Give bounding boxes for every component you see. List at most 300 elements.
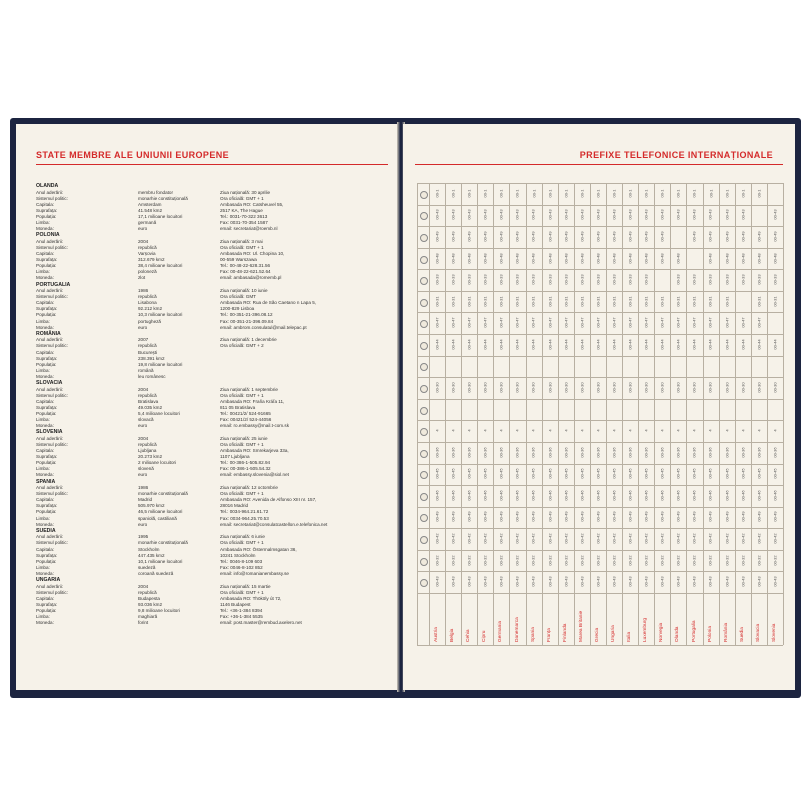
prefix-cell xyxy=(461,576,477,587)
grid-line xyxy=(417,528,783,529)
prefix-cell xyxy=(510,468,526,479)
prefix-cell xyxy=(510,363,526,368)
info-value: 2004 xyxy=(138,583,149,589)
prefix-value: 00-1 xyxy=(579,189,585,198)
prefix-cell xyxy=(719,428,735,433)
prefix-value: 00-32 xyxy=(627,555,633,566)
grid-line xyxy=(417,377,783,378)
prefix-value: 00-44 xyxy=(579,339,585,350)
info-extra: Fax: 0034-964.25.70.53 xyxy=(220,515,269,521)
prefix-cell xyxy=(654,490,670,501)
prefix-value: 00-49 xyxy=(547,231,553,242)
prefix-cell xyxy=(751,490,767,501)
prefix-cell xyxy=(622,533,638,544)
info-extra: Ora oficială: GMT + 1 xyxy=(220,589,264,595)
info-label: Populația: xyxy=(36,263,57,269)
prefix-cell xyxy=(767,252,783,264)
prefix-cell xyxy=(461,382,477,393)
prefix-cell xyxy=(670,363,686,368)
grid-line xyxy=(445,183,446,645)
prefix-value: 00-49 xyxy=(691,511,697,523)
prefix-cell xyxy=(542,191,558,196)
prefix-value: 00-33 xyxy=(595,274,601,285)
prefix-value: 4 xyxy=(772,429,778,432)
prefix-cell xyxy=(510,428,526,433)
prefix-value: 00-47 xyxy=(547,317,553,328)
prefix-value: 00-42 xyxy=(563,533,569,544)
grid-line xyxy=(417,507,783,508)
info-label: Anul aderării: xyxy=(36,583,64,589)
prefix-cell xyxy=(638,209,654,220)
prefix-value: 00-49 xyxy=(579,231,585,242)
info-extra: email: info@romanianembassy.se xyxy=(220,570,289,576)
prefix-value: 00-49 xyxy=(611,231,617,242)
prefix-cell xyxy=(622,339,638,350)
prefix-cell xyxy=(574,468,590,479)
prefix-cell xyxy=(767,339,783,350)
prefix-cell xyxy=(670,447,686,458)
prefix-value: 00-46 xyxy=(740,490,746,501)
prefix-cell xyxy=(670,274,686,285)
prefix-value: 00-42 xyxy=(691,533,697,544)
prefix-cell xyxy=(429,209,445,220)
prefix-cell xyxy=(638,407,654,412)
country-column-label: Franța xyxy=(546,628,552,642)
prefix-value: 00-42 xyxy=(482,533,488,544)
prefix-cell xyxy=(493,339,509,350)
prefix-value: 00-44 xyxy=(756,339,762,350)
prefix-value: 00-49 xyxy=(466,231,472,242)
prefix-value: 00-43 xyxy=(595,209,601,220)
prefix-cell xyxy=(751,533,767,544)
prefix-value: 00-33 xyxy=(579,274,585,285)
info-value: 2004 xyxy=(138,435,149,441)
prefix-cell xyxy=(719,511,735,523)
prefix-value: 00-44 xyxy=(482,339,488,350)
prefix-cell xyxy=(670,407,686,412)
prefix-cell xyxy=(687,274,703,285)
info-label: Suprafața: xyxy=(36,207,58,213)
prefix-value: 00-36 xyxy=(643,447,649,458)
info-extra: Ambasada RO: Rua de São Caetano n Lapa 5, xyxy=(220,300,317,306)
info-label: Sistemul politic: xyxy=(36,589,68,595)
prefix-value: 00-45 xyxy=(756,468,762,479)
info-extra: Ziua națională: 12 octombrie xyxy=(220,485,278,491)
prefix-value: 00-36 xyxy=(466,447,472,458)
prefix-cell xyxy=(461,209,477,220)
prefix-cell xyxy=(606,317,622,328)
prefix-value: 00-46 xyxy=(643,490,649,501)
info-extra: 00-559 Warszawa xyxy=(220,257,257,263)
prefix-cell xyxy=(493,296,509,307)
prefix-value: 00-49 xyxy=(531,511,537,523)
info-value: republică xyxy=(138,441,157,447)
info-label: Sistemul politic: xyxy=(36,441,68,447)
prefix-cell xyxy=(719,382,735,393)
info-label: Populația: xyxy=(36,460,57,466)
prefix-value: 00-44 xyxy=(675,339,681,350)
prefix-value: 00-46 xyxy=(675,490,681,501)
country-block xyxy=(36,331,388,380)
country-info-row xyxy=(36,226,388,232)
prefix-cell xyxy=(719,490,735,501)
prefix-cell xyxy=(429,533,445,544)
prefix-value: 00-49 xyxy=(659,511,665,523)
prefix-value: 4 xyxy=(547,429,553,432)
prefix-value: 00-33 xyxy=(724,274,730,285)
prefix-cell xyxy=(687,555,703,566)
country-name: PORTUGALIA xyxy=(36,281,71,288)
prefix-cell xyxy=(461,407,477,412)
prefix-cell xyxy=(735,555,751,566)
prefix-cell xyxy=(510,209,526,220)
prefix-cell xyxy=(622,576,638,587)
info-label: Capitala: xyxy=(36,201,55,207)
prefix-value: 4 xyxy=(724,429,730,432)
prefix-value: 00-30 xyxy=(434,382,440,393)
prefix-cell xyxy=(606,209,622,220)
prefix-cell xyxy=(574,382,590,393)
info-label: Populația: xyxy=(36,607,57,613)
page-title: PREFIXE TELEFONICE INTERNAȚIONALE xyxy=(579,150,773,160)
prefix-cell xyxy=(590,555,606,566)
prefix-cell xyxy=(590,363,606,368)
info-label: Anul aderării: xyxy=(36,435,64,441)
country-column-label: Finlanda xyxy=(562,623,568,642)
info-extra: Tel.: 00-351-21-396.08.12 xyxy=(220,312,273,318)
prefix-value: 00-48 xyxy=(434,252,440,264)
prefix-cell xyxy=(735,339,751,350)
prefix-cell xyxy=(429,231,445,242)
prefix-value: 00-43 xyxy=(595,576,601,587)
flag-icon xyxy=(420,450,428,458)
prefix-cell xyxy=(670,555,686,566)
prefix-cell xyxy=(510,576,526,587)
info-extra: Fax: 00-351-21-396.09.84 xyxy=(220,318,274,324)
prefix-value: 00-47 xyxy=(659,317,665,328)
info-label: Suprafața: xyxy=(36,601,58,607)
info-label: Moneda: xyxy=(36,570,54,576)
prefix-value: 00-32 xyxy=(740,555,746,566)
flag-icon xyxy=(420,299,428,307)
prefix-cell xyxy=(735,533,751,544)
info-value: 2004 xyxy=(138,386,149,392)
prefix-value: 00-49 xyxy=(450,231,456,242)
info-value: 2 milioane locuitori xyxy=(138,460,177,466)
prefix-value: 00-48 xyxy=(579,252,585,264)
prefix-cell xyxy=(526,296,542,307)
prefix-value: 00-36 xyxy=(627,447,633,458)
prefix-value: 4 xyxy=(691,429,697,432)
prefix-cell xyxy=(493,274,509,285)
prefix-cell xyxy=(477,339,493,350)
prefix-value: 00-45 xyxy=(691,468,697,479)
prefix-cell xyxy=(542,339,558,350)
info-label: Capitala: xyxy=(36,595,55,601)
info-extra: 28016 Madrid xyxy=(220,503,249,509)
flag-icon xyxy=(420,493,428,501)
prefix-cell xyxy=(429,274,445,285)
prefix-cell xyxy=(751,191,767,196)
country-name: SUEDIA xyxy=(36,527,56,534)
prefix-value: 00-49 xyxy=(595,231,601,242)
info-label: Moneda: xyxy=(36,275,54,281)
country-list xyxy=(36,183,388,626)
info-extra: 811 05 Bratislava xyxy=(220,404,256,410)
prefix-cell xyxy=(751,212,767,217)
prefix-value: 00-47 xyxy=(563,317,569,328)
prefix-cell xyxy=(526,231,542,242)
prefix-value: 00-32 xyxy=(595,555,601,566)
prefix-cell xyxy=(558,231,574,242)
flag-icon xyxy=(420,363,428,371)
grid-line xyxy=(417,356,783,357)
prefix-cell xyxy=(574,252,590,264)
info-value: euro xyxy=(138,521,148,527)
info-value: republică xyxy=(138,244,157,250)
prefix-cell xyxy=(670,428,686,433)
prefix-value: 00-46 xyxy=(482,490,488,501)
prefix-cell xyxy=(719,407,735,412)
prefix-value: 00-1 xyxy=(756,189,762,198)
prefix-value: 00-30 xyxy=(450,382,456,393)
info-value: 93.036 km2 xyxy=(138,601,163,607)
prefix-cell xyxy=(445,363,461,368)
prefix-cell xyxy=(767,274,783,285)
prefix-cell xyxy=(654,231,670,242)
prefix-cell xyxy=(574,363,590,368)
info-extra: Fax: 00-48-22-621.52.64 xyxy=(220,269,271,275)
info-value: 9,8 milioane locuitori xyxy=(138,607,180,613)
info-label: Suprafața: xyxy=(36,503,58,509)
prefix-value: 00-1 xyxy=(708,189,714,198)
prefix-value: 00-45 xyxy=(740,468,746,479)
info-label: Suprafața: xyxy=(36,404,58,410)
prefix-value: 00-45 xyxy=(434,468,440,479)
prefix-cell xyxy=(590,490,606,501)
prefix-cell xyxy=(703,231,719,242)
country-name: ROMÂNIA xyxy=(36,330,61,337)
prefix-value: 00-36 xyxy=(563,447,569,458)
prefix-value: 00-31 xyxy=(563,296,569,307)
prefix-cell xyxy=(687,296,703,307)
prefix-cell xyxy=(461,317,477,328)
info-extra: email: ro.embassy@mail.t-com.sk xyxy=(220,423,289,429)
prefix-cell xyxy=(445,428,461,433)
prefix-cell xyxy=(526,191,542,196)
prefix-value: 00-1 xyxy=(724,189,730,198)
grid-line xyxy=(417,550,783,551)
prefix-value: 00-49 xyxy=(772,511,778,523)
info-value: euro xyxy=(138,423,148,429)
prefix-cell xyxy=(526,468,542,479)
prefix-cell xyxy=(735,363,751,368)
flag-icon xyxy=(420,342,428,350)
prefix-cell xyxy=(590,274,606,285)
prefix-cell xyxy=(445,191,461,196)
prefix-cell xyxy=(526,490,542,501)
info-label: Moneda: xyxy=(36,373,54,379)
prefix-cell xyxy=(445,447,461,458)
grid-line xyxy=(574,183,575,645)
prefix-value: 00-48 xyxy=(498,252,504,264)
prefix-cell xyxy=(590,296,606,307)
prefix-value: 00-45 xyxy=(531,468,537,479)
info-value: 505.970 km2 xyxy=(138,503,165,509)
prefix-cell xyxy=(606,407,622,412)
prefix-value: 00-33 xyxy=(611,274,617,285)
prefix-value: 00-43 xyxy=(579,576,585,587)
prefix-cell xyxy=(735,191,751,196)
prefix-cell xyxy=(703,468,719,479)
prefix-value: 00-43 xyxy=(740,209,746,220)
info-value: 17,1 milioane locuitori xyxy=(138,213,183,219)
prefix-cell xyxy=(703,274,719,285)
prefix-value: 00-44 xyxy=(691,339,697,350)
prefix-cell xyxy=(719,317,735,328)
info-value: 312.679 km2 xyxy=(138,257,165,263)
prefix-value: 00-30 xyxy=(627,382,633,393)
prefix-value: 00-42 xyxy=(772,533,778,544)
info-value: euro xyxy=(138,472,148,478)
prefix-value: 00-36 xyxy=(708,447,714,458)
prefix-cell xyxy=(526,533,542,544)
prefix-cell xyxy=(767,447,783,458)
prefix-value: 00-48 xyxy=(466,252,472,264)
prefix-value: 00-43 xyxy=(498,576,504,587)
prefix-value: 00-36 xyxy=(482,447,488,458)
prefix-value: 00-42 xyxy=(450,533,456,544)
flag-icon xyxy=(420,256,428,264)
prefix-cell xyxy=(767,209,783,220)
prefix-value: 00-48 xyxy=(772,252,778,264)
prefix-value: 00-30 xyxy=(724,382,730,393)
prefix-value: 00-31 xyxy=(531,296,537,307)
info-label: Anul aderării: xyxy=(36,485,64,491)
prefix-value: 00-45 xyxy=(772,468,778,479)
country-column-label: Slovenia xyxy=(771,623,777,642)
prefix-cell xyxy=(558,191,574,196)
prefix-value: 00-48 xyxy=(627,252,633,264)
prefix-value: 00-1 xyxy=(466,189,472,198)
prefix-value: 00-47 xyxy=(708,317,714,328)
prefix-cell xyxy=(687,209,703,220)
info-extra: Fax: 00-386-1-505.54.32 xyxy=(220,466,271,472)
prefix-value: 00-45 xyxy=(482,468,488,479)
prefix-value: 00-32 xyxy=(450,555,456,566)
prefix-value: 00-45 xyxy=(466,468,472,479)
prefix-cell xyxy=(493,363,509,368)
prefix-cell xyxy=(493,576,509,587)
prefix-cell xyxy=(477,576,493,587)
prefix-cell xyxy=(751,511,767,523)
prefix-cell xyxy=(638,274,654,285)
prefix-value: 00-45 xyxy=(579,468,585,479)
info-extra: Ziua națională: 1 decembrie xyxy=(220,337,277,343)
prefix-value: 00-33 xyxy=(691,274,697,285)
prefix-cell xyxy=(638,296,654,307)
prefix-value: 00-45 xyxy=(643,468,649,479)
prefix-value: 00-30 xyxy=(756,382,762,393)
prefix-value: 00-49 xyxy=(659,231,665,242)
prefix-value: 00-31 xyxy=(627,296,633,307)
info-label: Capitala: xyxy=(36,448,55,454)
country-column-label: Ungaria xyxy=(611,625,617,642)
prefix-cell xyxy=(461,428,477,433)
prefix-value: 00-43 xyxy=(708,576,714,587)
prefix-cell xyxy=(654,296,670,307)
prefix-value: 00-46 xyxy=(659,490,665,501)
prefix-cell xyxy=(735,231,751,242)
info-value: monarhie constituțională xyxy=(138,540,188,546)
country-column-label: Germania xyxy=(498,620,504,642)
prefix-value: 00-32 xyxy=(772,555,778,566)
prefix-value: 00-49 xyxy=(772,231,778,242)
prefix-value: 00-49 xyxy=(708,511,714,523)
prefix-cell xyxy=(542,252,558,264)
grid-line xyxy=(417,464,783,465)
prefix-cell xyxy=(558,447,574,458)
prefix-value: 00-42 xyxy=(659,533,665,544)
prefix-cell xyxy=(735,428,751,433)
prefix-cell xyxy=(477,407,493,412)
prefix-value: 4 xyxy=(675,429,681,432)
prefix-value: 00-45 xyxy=(450,468,456,479)
prefix-cell xyxy=(622,407,638,412)
country-name: SLOVACIA xyxy=(36,380,63,386)
prefix-value: 00-33 xyxy=(466,274,472,285)
grid-line xyxy=(417,485,783,486)
prefix-cell xyxy=(445,533,461,544)
prefix-cell xyxy=(638,428,654,433)
prefix-cell xyxy=(445,407,461,412)
prefix-value: 00-32 xyxy=(514,555,520,566)
info-extra: email: post.master@rembud.axelero.net xyxy=(220,620,302,626)
info-label: Limba: xyxy=(36,417,50,423)
prefix-cell xyxy=(654,576,670,587)
prefix-value: 00-47 xyxy=(740,317,746,328)
prefix-cell xyxy=(719,576,735,587)
prefix-value: 00-30 xyxy=(498,382,504,393)
prefix-value: 00-49 xyxy=(611,511,617,523)
prefix-cell xyxy=(493,209,509,220)
info-value: zlot xyxy=(138,275,146,281)
prefix-cell xyxy=(526,252,542,264)
prefix-cell xyxy=(558,274,574,285)
prefix-cell xyxy=(703,252,719,264)
prefix-cell xyxy=(687,511,703,523)
prefix-value: 00-42 xyxy=(434,533,440,544)
prefix-value: 00-49 xyxy=(514,231,520,242)
prefix-cell xyxy=(622,468,638,479)
prefix-value: 00-1 xyxy=(643,189,649,198)
prefix-cell xyxy=(477,274,493,285)
country-column-label: Cipru xyxy=(482,630,488,642)
prefix-value: 00-46 xyxy=(691,490,697,501)
info-value: 38,4 milioane locuitori xyxy=(138,263,183,269)
prefix-cell xyxy=(687,256,703,261)
prefix-cell xyxy=(461,555,477,566)
flag-icon xyxy=(420,407,428,415)
prefix-value: 00-48 xyxy=(482,252,488,264)
prefix-cell xyxy=(606,252,622,264)
prefix-cell xyxy=(461,231,477,242)
prefix-cell xyxy=(542,296,558,307)
prefix-cell xyxy=(445,296,461,307)
prefix-value: 00-46 xyxy=(595,490,601,501)
prefix-cell xyxy=(751,407,767,412)
prefix-cell xyxy=(622,209,638,220)
